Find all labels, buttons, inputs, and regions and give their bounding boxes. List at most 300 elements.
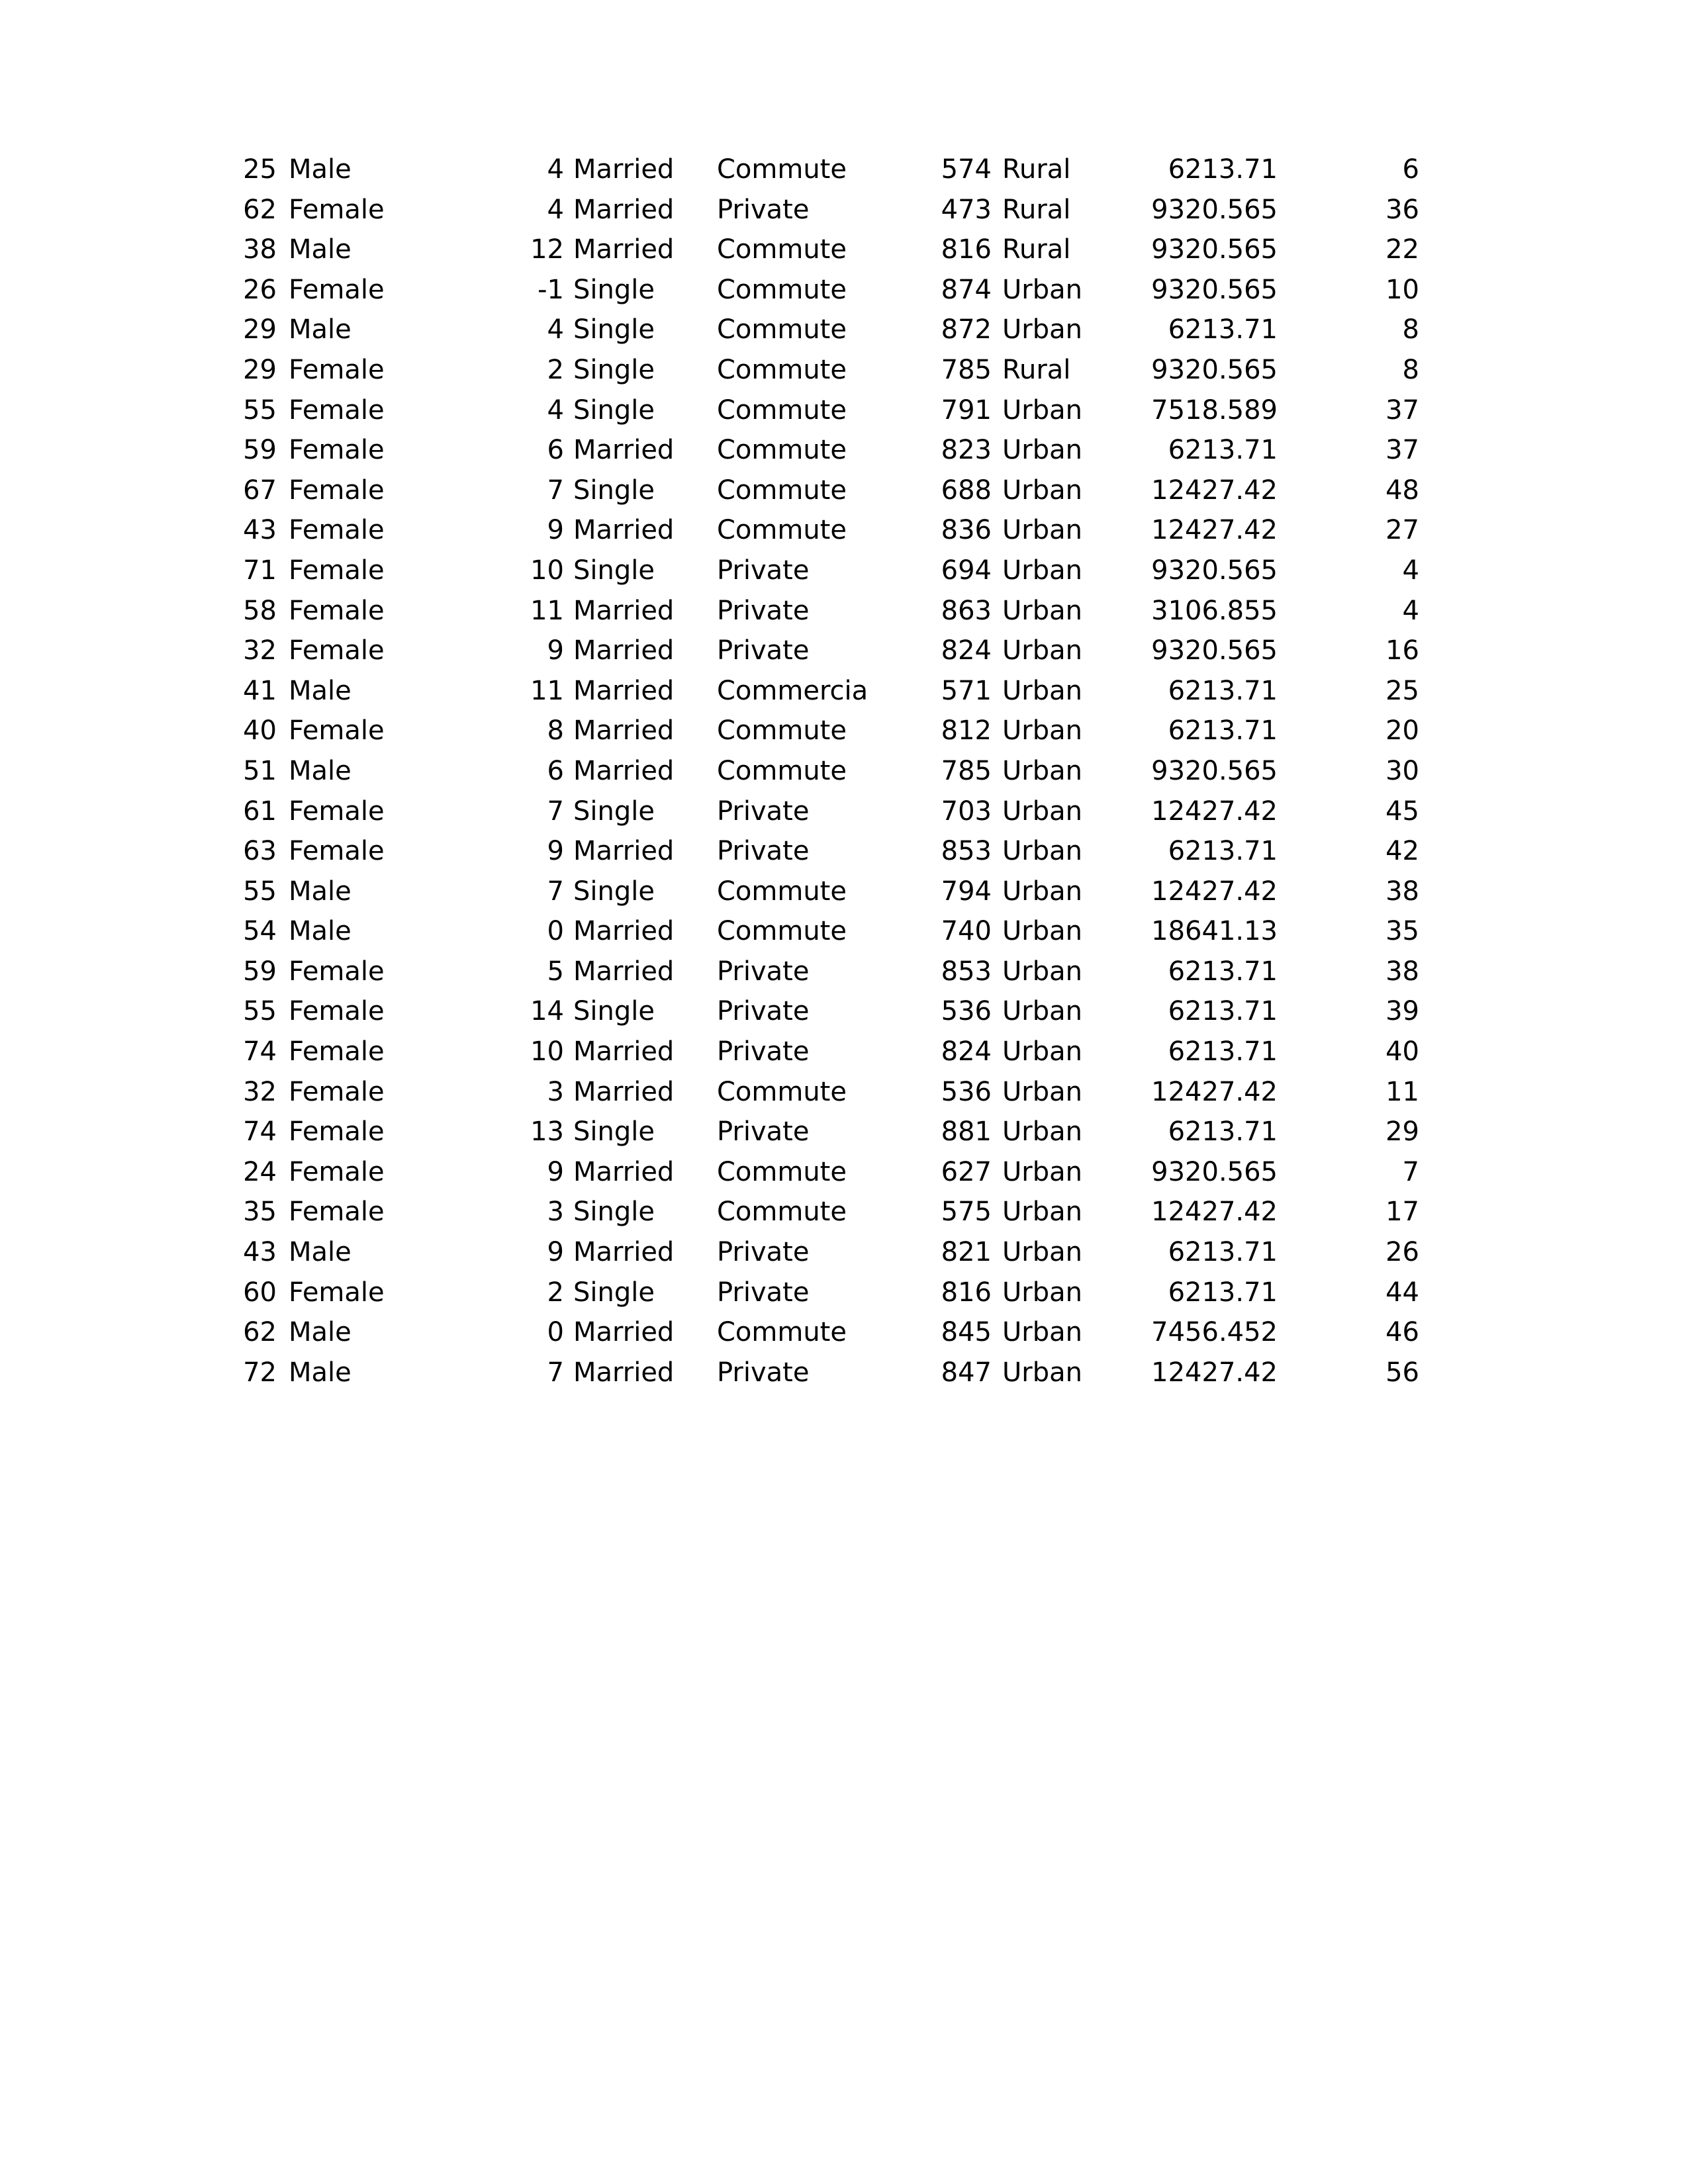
- age-cell: 74: [243, 1116, 277, 1148]
- gender-cell: Female: [289, 1277, 385, 1308]
- amount-cell: 9320.565: [1151, 555, 1278, 586]
- amount-cell: 9320.565: [1151, 354, 1278, 385]
- table-row: [0, 190, 1688, 230]
- score-cell: 845: [941, 1317, 992, 1348]
- amount-cell: 6213.71: [1168, 996, 1278, 1027]
- amount-cell: 3106.855: [1151, 595, 1278, 626]
- gender-cell: Female: [289, 1197, 385, 1228]
- area-cell: Urban: [1002, 1277, 1082, 1308]
- table-row: [0, 510, 1688, 551]
- area-cell: Urban: [1002, 274, 1082, 305]
- area-cell: Urban: [1002, 314, 1082, 345]
- gender-cell: Female: [289, 836, 385, 867]
- score-cell: 536: [941, 996, 992, 1027]
- years-cell: 7: [547, 1357, 564, 1388]
- age-cell: 61: [243, 796, 277, 827]
- term-cell: 22: [1385, 234, 1419, 265]
- area-cell: Urban: [1002, 435, 1082, 466]
- usage-cell: Commute: [717, 234, 847, 265]
- area-cell: Urban: [1002, 475, 1082, 506]
- age-cell: 51: [243, 755, 277, 786]
- amount-cell: 9320.565: [1151, 635, 1278, 666]
- years-cell: 9: [547, 836, 564, 867]
- years-cell: 9: [547, 1237, 564, 1268]
- term-cell: 20: [1385, 715, 1419, 747]
- amount-cell: 6213.71: [1168, 314, 1278, 345]
- table-row: [0, 350, 1688, 390]
- amount-cell: 7518.589: [1151, 394, 1278, 426]
- usage-cell: Private: [717, 1237, 810, 1268]
- score-cell: 863: [941, 595, 992, 626]
- gender-cell: Female: [289, 435, 385, 466]
- years-cell: 0: [547, 1317, 564, 1348]
- score-cell: 816: [941, 234, 992, 265]
- term-cell: 30: [1385, 755, 1419, 786]
- gender-cell: Male: [289, 1357, 352, 1388]
- years-cell: 2: [547, 1277, 564, 1308]
- area-cell: Urban: [1002, 836, 1082, 867]
- area-cell: Urban: [1002, 595, 1082, 626]
- usage-cell: Commute: [717, 1156, 847, 1187]
- area-cell: Urban: [1002, 876, 1082, 907]
- term-cell: 44: [1385, 1277, 1419, 1308]
- amount-cell: 12427.42: [1151, 515, 1278, 546]
- years-cell: 11: [530, 675, 564, 706]
- usage-cell: Commute: [717, 154, 847, 185]
- marital-status-cell: Single: [573, 1277, 655, 1308]
- score-cell: 740: [941, 916, 992, 947]
- table-row: [0, 631, 1688, 671]
- gender-cell: Female: [289, 475, 385, 506]
- marital-status-cell: Married: [573, 435, 675, 466]
- age-cell: 43: [243, 1237, 277, 1268]
- term-cell: 35: [1385, 916, 1419, 947]
- term-cell: 4: [1402, 595, 1419, 626]
- years-cell: 9: [547, 1156, 564, 1187]
- marital-status-cell: Single: [573, 475, 655, 506]
- score-cell: 703: [941, 796, 992, 827]
- gender-cell: Male: [289, 876, 352, 907]
- term-cell: 37: [1385, 435, 1419, 466]
- usage-cell: Commute: [717, 394, 847, 426]
- years-cell: 0: [547, 916, 564, 947]
- area-cell: Urban: [1002, 1036, 1082, 1068]
- area-cell: Urban: [1002, 635, 1082, 666]
- age-cell: 55: [243, 996, 277, 1027]
- area-cell: Rural: [1002, 194, 1071, 225]
- amount-cell: 6213.71: [1168, 1036, 1278, 1068]
- marital-status-cell: Married: [573, 194, 675, 225]
- marital-status-cell: Single: [573, 314, 655, 345]
- amount-cell: 9320.565: [1151, 274, 1278, 305]
- table-row: [0, 1312, 1688, 1353]
- marital-status-cell: Single: [573, 274, 655, 305]
- area-cell: Rural: [1002, 354, 1071, 385]
- years-cell: 7: [547, 796, 564, 827]
- gender-cell: Female: [289, 996, 385, 1027]
- age-cell: 55: [243, 876, 277, 907]
- term-cell: 40: [1385, 1036, 1419, 1068]
- gender-cell: Female: [289, 956, 385, 987]
- marital-status-cell: Married: [573, 956, 675, 987]
- area-cell: Urban: [1002, 1156, 1082, 1187]
- age-cell: 25: [243, 154, 277, 185]
- table-row: [0, 310, 1688, 350]
- marital-status-cell: Married: [573, 635, 675, 666]
- gender-cell: Female: [289, 1116, 385, 1148]
- data-table: [0, 150, 1688, 1392]
- marital-status-cell: Single: [573, 394, 655, 426]
- marital-status-cell: Married: [573, 515, 675, 546]
- marital-status-cell: Married: [573, 1317, 675, 1348]
- table-row: [0, 471, 1688, 511]
- area-cell: Urban: [1002, 715, 1082, 747]
- term-cell: 16: [1385, 635, 1419, 666]
- score-cell: 824: [941, 1036, 992, 1068]
- usage-cell: Private: [717, 1277, 810, 1308]
- gender-cell: Female: [289, 194, 385, 225]
- table-row: [0, 671, 1688, 711]
- age-cell: 72: [243, 1357, 277, 1388]
- usage-cell: Commute: [717, 354, 847, 385]
- marital-status-cell: Married: [573, 715, 675, 747]
- age-cell: 67: [243, 475, 277, 506]
- usage-cell: Commute: [717, 876, 847, 907]
- marital-status-cell: Married: [573, 916, 675, 947]
- score-cell: 473: [941, 194, 992, 225]
- gender-cell: Male: [289, 675, 352, 706]
- amount-cell: 12427.42: [1151, 1357, 1278, 1388]
- term-cell: 36: [1385, 194, 1419, 225]
- usage-cell: Private: [717, 1116, 810, 1148]
- table-row: [0, 430, 1688, 471]
- years-cell: 4: [547, 194, 564, 225]
- age-cell: 32: [243, 635, 277, 666]
- score-cell: 853: [941, 956, 992, 987]
- amount-cell: 6213.71: [1168, 1116, 1278, 1148]
- score-cell: 536: [941, 1076, 992, 1107]
- table-row: [0, 390, 1688, 431]
- gender-cell: Male: [289, 1237, 352, 1268]
- score-cell: 571: [941, 675, 992, 706]
- years-cell: 13: [530, 1116, 564, 1148]
- usage-cell: Commute: [717, 1197, 847, 1228]
- age-cell: 63: [243, 836, 277, 867]
- table-row: [0, 1353, 1688, 1393]
- score-cell: 821: [941, 1237, 992, 1268]
- marital-status-cell: Married: [573, 836, 675, 867]
- marital-status-cell: Married: [573, 154, 675, 185]
- gender-cell: Male: [289, 1317, 352, 1348]
- amount-cell: 18641.13: [1151, 916, 1278, 947]
- marital-status-cell: Single: [573, 876, 655, 907]
- amount-cell: 9320.565: [1151, 194, 1278, 225]
- term-cell: 17: [1385, 1197, 1419, 1228]
- marital-status-cell: Married: [573, 1036, 675, 1068]
- years-cell: 2: [547, 354, 564, 385]
- years-cell: 9: [547, 515, 564, 546]
- table-row: [0, 911, 1688, 952]
- age-cell: 43: [243, 515, 277, 546]
- amount-cell: 6213.71: [1168, 956, 1278, 987]
- marital-status-cell: Married: [573, 1076, 675, 1107]
- usage-cell: Commercia: [717, 675, 868, 706]
- gender-cell: Female: [289, 1156, 385, 1187]
- marital-status-cell: Married: [573, 1357, 675, 1388]
- amount-cell: 9320.565: [1151, 755, 1278, 786]
- term-cell: 56: [1385, 1357, 1419, 1388]
- term-cell: 27: [1385, 515, 1419, 546]
- area-cell: Rural: [1002, 154, 1071, 185]
- marital-status-cell: Single: [573, 796, 655, 827]
- table-row: [0, 551, 1688, 591]
- score-cell: 824: [941, 635, 992, 666]
- area-cell: Urban: [1002, 1197, 1082, 1228]
- amount-cell: 6213.71: [1168, 715, 1278, 747]
- score-cell: 794: [941, 876, 992, 907]
- score-cell: 785: [941, 354, 992, 385]
- usage-cell: Commute: [717, 755, 847, 786]
- age-cell: 71: [243, 555, 277, 586]
- marital-status-cell: Married: [573, 755, 675, 786]
- age-cell: 60: [243, 1277, 277, 1308]
- amount-cell: 7456.452: [1151, 1317, 1278, 1348]
- table-row: [0, 991, 1688, 1032]
- years-cell: 4: [547, 394, 564, 426]
- usage-cell: Commute: [717, 715, 847, 747]
- marital-status-cell: Single: [573, 1116, 655, 1148]
- years-cell: 4: [547, 154, 564, 185]
- years-cell: 9: [547, 635, 564, 666]
- amount-cell: 12427.42: [1151, 475, 1278, 506]
- age-cell: 29: [243, 314, 277, 345]
- score-cell: 836: [941, 515, 992, 546]
- usage-cell: Commute: [717, 314, 847, 345]
- years-cell: 10: [530, 555, 564, 586]
- area-cell: Urban: [1002, 1357, 1082, 1388]
- age-cell: 41: [243, 675, 277, 706]
- score-cell: 872: [941, 314, 992, 345]
- score-cell: 853: [941, 836, 992, 867]
- amount-cell: 6213.71: [1168, 836, 1278, 867]
- amount-cell: 12427.42: [1151, 1076, 1278, 1107]
- table-row: [0, 792, 1688, 832]
- score-cell: 874: [941, 274, 992, 305]
- area-cell: Urban: [1002, 1116, 1082, 1148]
- score-cell: 881: [941, 1116, 992, 1148]
- usage-cell: Private: [717, 996, 810, 1027]
- gender-cell: Female: [289, 796, 385, 827]
- marital-status-cell: Single: [573, 996, 655, 1027]
- usage-cell: Commute: [717, 515, 847, 546]
- age-cell: 35: [243, 1197, 277, 1228]
- age-cell: 62: [243, 1317, 277, 1348]
- gender-cell: Female: [289, 1076, 385, 1107]
- term-cell: 25: [1385, 675, 1419, 706]
- gender-cell: Female: [289, 1036, 385, 1068]
- amount-cell: 9320.565: [1151, 1156, 1278, 1187]
- amount-cell: 9320.565: [1151, 234, 1278, 265]
- years-cell: 14: [530, 996, 564, 1027]
- score-cell: 791: [941, 394, 992, 426]
- age-cell: 40: [243, 715, 277, 747]
- table-row: [0, 1152, 1688, 1193]
- table-row: [0, 711, 1688, 751]
- usage-cell: Private: [717, 635, 810, 666]
- gender-cell: Female: [289, 274, 385, 305]
- table-row: [0, 591, 1688, 631]
- area-cell: Urban: [1002, 1317, 1082, 1348]
- years-cell: 6: [547, 755, 564, 786]
- gender-cell: Female: [289, 595, 385, 626]
- amount-cell: 6213.71: [1168, 435, 1278, 466]
- usage-cell: Private: [717, 956, 810, 987]
- term-cell: 6: [1402, 154, 1419, 185]
- table-row: [0, 872, 1688, 912]
- table-row: [0, 1273, 1688, 1313]
- usage-cell: Commute: [717, 916, 847, 947]
- age-cell: 24: [243, 1156, 277, 1187]
- usage-cell: Private: [717, 555, 810, 586]
- amount-cell: 12427.42: [1151, 876, 1278, 907]
- amount-cell: 6213.71: [1168, 675, 1278, 706]
- score-cell: 694: [941, 555, 992, 586]
- table-row: [0, 952, 1688, 992]
- age-cell: 74: [243, 1036, 277, 1068]
- term-cell: 7: [1402, 1156, 1419, 1187]
- years-cell: -1: [538, 274, 564, 305]
- usage-cell: Commute: [717, 435, 847, 466]
- term-cell: 48: [1385, 475, 1419, 506]
- gender-cell: Female: [289, 635, 385, 666]
- age-cell: 54: [243, 916, 277, 947]
- term-cell: 37: [1385, 394, 1419, 426]
- area-cell: Urban: [1002, 675, 1082, 706]
- age-cell: 62: [243, 194, 277, 225]
- term-cell: 38: [1385, 876, 1419, 907]
- term-cell: 39: [1385, 996, 1419, 1027]
- usage-cell: Commute: [717, 475, 847, 506]
- area-cell: Urban: [1002, 394, 1082, 426]
- term-cell: 42: [1385, 836, 1419, 867]
- age-cell: 26: [243, 274, 277, 305]
- years-cell: 12: [530, 234, 564, 265]
- term-cell: 8: [1402, 354, 1419, 385]
- gender-cell: Male: [289, 154, 352, 185]
- marital-status-cell: Married: [573, 1156, 675, 1187]
- area-cell: Rural: [1002, 234, 1071, 265]
- area-cell: Urban: [1002, 916, 1082, 947]
- years-cell: 7: [547, 475, 564, 506]
- usage-cell: Private: [717, 1357, 810, 1388]
- gender-cell: Male: [289, 234, 352, 265]
- score-cell: 816: [941, 1277, 992, 1308]
- table-row: [0, 1032, 1688, 1072]
- usage-cell: Private: [717, 595, 810, 626]
- gender-cell: Female: [289, 515, 385, 546]
- age-cell: 58: [243, 595, 277, 626]
- age-cell: 55: [243, 394, 277, 426]
- gender-cell: Female: [289, 394, 385, 426]
- term-cell: 8: [1402, 314, 1419, 345]
- score-cell: 575: [941, 1197, 992, 1228]
- term-cell: 45: [1385, 796, 1419, 827]
- age-cell: 38: [243, 234, 277, 265]
- usage-cell: Private: [717, 194, 810, 225]
- usage-cell: Private: [717, 796, 810, 827]
- term-cell: 38: [1385, 956, 1419, 987]
- term-cell: 11: [1385, 1076, 1419, 1107]
- area-cell: Urban: [1002, 515, 1082, 546]
- gender-cell: Male: [289, 314, 352, 345]
- term-cell: 46: [1385, 1317, 1419, 1348]
- score-cell: 785: [941, 755, 992, 786]
- marital-status-cell: Single: [573, 555, 655, 586]
- gender-cell: Female: [289, 555, 385, 586]
- term-cell: 26: [1385, 1237, 1419, 1268]
- gender-cell: Male: [289, 755, 352, 786]
- table-row: [0, 230, 1688, 270]
- marital-status-cell: Married: [573, 234, 675, 265]
- amount-cell: 12427.42: [1151, 796, 1278, 827]
- years-cell: 8: [547, 715, 564, 747]
- area-cell: Urban: [1002, 796, 1082, 827]
- years-cell: 10: [530, 1036, 564, 1068]
- score-cell: 823: [941, 435, 992, 466]
- area-cell: Urban: [1002, 1076, 1082, 1107]
- age-cell: 59: [243, 956, 277, 987]
- score-cell: 812: [941, 715, 992, 747]
- term-cell: 29: [1385, 1116, 1419, 1148]
- years-cell: 3: [547, 1197, 564, 1228]
- score-cell: 574: [941, 154, 992, 185]
- score-cell: 688: [941, 475, 992, 506]
- age-cell: 59: [243, 435, 277, 466]
- marital-status-cell: Married: [573, 595, 675, 626]
- amount-cell: 6213.71: [1168, 1237, 1278, 1268]
- years-cell: 6: [547, 435, 564, 466]
- area-cell: Urban: [1002, 755, 1082, 786]
- term-cell: 10: [1385, 274, 1419, 305]
- term-cell: 4: [1402, 555, 1419, 586]
- score-cell: 627: [941, 1156, 992, 1187]
- area-cell: Urban: [1002, 1237, 1082, 1268]
- amount-cell: 6213.71: [1168, 154, 1278, 185]
- table-row: [0, 1112, 1688, 1152]
- gender-cell: Female: [289, 715, 385, 747]
- marital-status-cell: Single: [573, 1197, 655, 1228]
- table-row: [0, 150, 1688, 190]
- table-row: [0, 1072, 1688, 1113]
- table-row: [0, 831, 1688, 872]
- usage-cell: Private: [717, 1036, 810, 1068]
- usage-cell: Private: [717, 836, 810, 867]
- marital-status-cell: Single: [573, 354, 655, 385]
- age-cell: 29: [243, 354, 277, 385]
- marital-status-cell: Married: [573, 675, 675, 706]
- table-row: [0, 1192, 1688, 1232]
- years-cell: 7: [547, 876, 564, 907]
- amount-cell: 6213.71: [1168, 1277, 1278, 1308]
- area-cell: Urban: [1002, 956, 1082, 987]
- score-cell: 847: [941, 1357, 992, 1388]
- area-cell: Urban: [1002, 555, 1082, 586]
- marital-status-cell: Married: [573, 1237, 675, 1268]
- usage-cell: Commute: [717, 1317, 847, 1348]
- usage-cell: Commute: [717, 274, 847, 305]
- age-cell: 32: [243, 1076, 277, 1107]
- table-row: [0, 270, 1688, 310]
